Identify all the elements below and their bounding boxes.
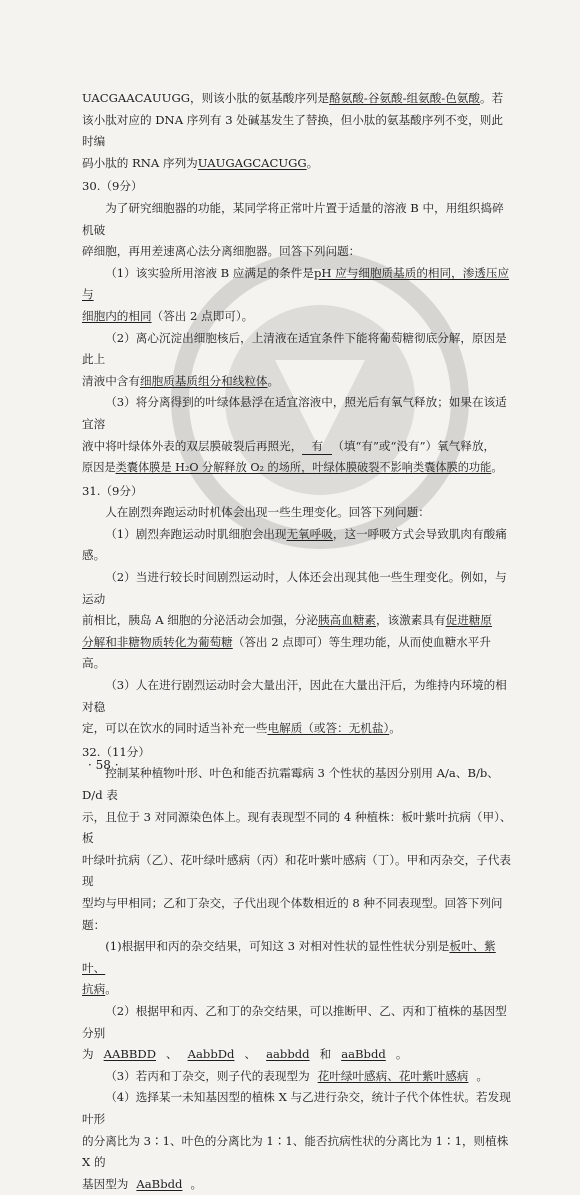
top-line-1 [82, 88, 514, 110]
q31-part-1 [82, 524, 514, 567]
text: 人在剧烈奔跑运动时机体会出现一些生理变化。回答下列问题： [105, 505, 430, 520]
answer: 板叶、紫叶、 [82, 939, 496, 975]
q32-intro-1 [82, 763, 514, 806]
text: 。 [491, 461, 503, 475]
answer: 有 [302, 438, 332, 455]
q30-part-2 [82, 328, 514, 371]
answer: 细胞质基质组分和线粒体 [139, 373, 268, 388]
q32-part-4 [82, 1087, 514, 1130]
page-number: · 58 · [88, 758, 119, 772]
text: （3）将分离得到的叶绿体悬浮在适宜溶液中，照光后有氧气释放；如果在该适宜溶 [82, 395, 507, 431]
question-32-heading: 32.（11分） [82, 744, 150, 759]
text: 清液中含有 [82, 373, 140, 388]
text: 型均与甲相同；乙和丁杂交，子代出现个体数相近的 8 种不同表现型。回答下列问题： [82, 895, 503, 932]
q32-intro-2 [82, 807, 514, 850]
answer: 无氧呼吸 [286, 526, 333, 541]
q30-part-3-cont-2 [82, 457, 514, 479]
q30-part-3-cont [82, 436, 514, 458]
top-line-3 [82, 153, 514, 175]
q32-part-4-cont [82, 1131, 514, 1174]
text: (1)根据甲和丙的杂交结果，可知这 3 对相对性状的显性性状分别是 [105, 939, 450, 954]
text: 液中将叶绿体外表的双层膜破裂后再照光， [82, 438, 303, 453]
answer: 酪氨酸-谷氨酸-组氨酸-色氨酸 [329, 91, 480, 105]
q32-part-2-cont [82, 1044, 514, 1066]
text: 、 [166, 1047, 178, 1062]
text: 。 [389, 721, 401, 736]
text: 碎细胞，再用差速离心法分离细胞器。回答下列问题： [82, 244, 361, 259]
text: UACGAACAUUGG，则该小肽的氨基酸序列是 [82, 91, 330, 105]
text: ，该激素具有 [376, 613, 446, 628]
text: 码小肽的 RNA 序列为 [82, 155, 198, 170]
answer: 细胞内的相同 [82, 308, 152, 323]
answer: 花叶绿叶感病、花叶紫叶感病 [317, 1068, 469, 1083]
q32-part-1 [82, 936, 514, 979]
answer: aabbdd [266, 1047, 310, 1062]
q30-part-1-cont [82, 306, 514, 328]
text: 。 [476, 1068, 489, 1083]
q31-part-2 [82, 567, 514, 610]
text: ，这一呼吸方式会导致肌肉有酸痛感。 [82, 526, 507, 563]
answer: 胰高血糖素 [318, 613, 377, 628]
text: 示，且位于 3 对同源染色体上。现有表现型不同的 4 种植株：板叶紫叶抗病（甲）、板 [82, 809, 512, 846]
q31-intro [82, 502, 514, 524]
question-31-heading: 31.（9分） [82, 483, 143, 498]
text: 基因型为 [82, 1176, 129, 1191]
answer: 促进糖原 [445, 613, 492, 628]
text: （答出 2 点即可）等生理功能，从而使血糖水平升高。 [82, 634, 491, 671]
answer: 抗病 [82, 982, 106, 997]
text: （答出 2 点即可）。 [151, 308, 254, 323]
q32-part-3 [82, 1066, 514, 1088]
q30-part-3 [82, 392, 514, 435]
answer: AabbDd [187, 1047, 235, 1062]
text: 和 [319, 1047, 332, 1062]
text: （3）人在进行剧烈运动时会大量出汗，因此在大量出汗后，为维持内环境的相对稳 [82, 678, 507, 714]
answer: pH 应与细胞质基质的相同，渗透压应与 [82, 265, 510, 302]
answer: 电解质（或答：无机盐） [267, 721, 390, 736]
text: 。 [190, 1176, 203, 1191]
answer: UAUGAGCACUGG [197, 155, 307, 170]
text: （1）剧烈奔跑运动时肌细胞会出现 [105, 526, 287, 541]
text: 原因是 [82, 461, 116, 475]
top-line-2 [82, 110, 514, 153]
text: （3）若丙和丁杂交，则子代的表现型为 [105, 1068, 310, 1083]
text: 前相比，胰岛 A 细胞的分泌活动会加强，分泌 [82, 613, 319, 628]
text: （填“有”或“没有”）氧气释放， [332, 438, 496, 453]
q31-part-2-cont-2 [82, 632, 514, 675]
q32-part-1-cont [82, 979, 514, 1001]
text: 、 [244, 1047, 257, 1062]
text: 。 [105, 982, 117, 997]
text: 为了研究细胞器的功能，某同学将正常叶片置于适量的溶液 B 中，用组织捣碎机破 [82, 200, 504, 237]
text: 的分离比为 3∶1、叶色的分离比为 1∶1、能否抗病性状的分离比为 1∶1，则植株 X 的 [82, 1133, 509, 1170]
q30-intro-2 [82, 241, 514, 263]
text: 为 [82, 1047, 94, 1062]
q32-intro-4 [82, 893, 514, 936]
answer: AABBDD [103, 1047, 156, 1062]
q30-intro [82, 198, 514, 241]
text: 叶绿叶抗病（乙）、花叶绿叶感病（丙）和花叶紫叶感病（丁）。甲和丙杂交，子代表现 [82, 852, 511, 889]
q31-part-3-cont [82, 718, 514, 740]
answer: aaBbdd [341, 1047, 386, 1062]
text: 。 [395, 1047, 408, 1062]
text: 。若 [480, 91, 504, 105]
text: 控制某种植物叶形、叶色和能否抗霜霉病 3 个性状的基因分别用 A/a、B/b、D/d 表 [82, 766, 499, 802]
text: （2）离心沉淀出细胞核后，上清液在适宜条件下能将葡萄糖彻底分解，原因是此上 [82, 330, 507, 367]
text: （2）当进行较长时间剧烈运动时，人体还会出现其他一些生理变化。例如，与运动 [82, 570, 507, 606]
q32-intro-3 [82, 850, 514, 893]
text: 。 [267, 373, 280, 388]
question-30-heading: 30.（9分） [82, 179, 143, 194]
q31-part-3 [82, 675, 514, 718]
text: 。 [306, 155, 319, 170]
text: 该小肽对应的 DNA 序列有 3 处碱基发生了替换，但小肽的氨基酸序列不变，则此时编 [82, 112, 503, 149]
q30-part-1 [82, 263, 514, 306]
q32-part-2 [82, 1001, 514, 1044]
text: 定，可以在饮水的同时适当补充一些 [82, 721, 268, 736]
text: （1）该实验所用溶液 B 应满足的条件是 [105, 265, 314, 280]
q30-part-2-cont [82, 371, 514, 393]
answer-content [82, 88, 514, 1195]
answer: 分解和非糖物质转化为葡萄糖 [82, 634, 233, 649]
q32-part-4-cont-2 [82, 1174, 514, 1195]
text: （2）根据甲和丙、乙和丁的杂交结果，可以推断甲、乙、丙和丁植株的基因型分别 [82, 1003, 507, 1040]
q31-part-2-cont [82, 610, 514, 632]
answer: 类囊体膜是 H₂O 分解释放 O₂ 的场所，叶绿体膜破裂不影响类囊体膜的功能 [115, 461, 492, 475]
answer: AaBbdd [136, 1176, 183, 1191]
text: （4）选择某一未知基因型的植株 X 与乙进行杂交，统计子代个体性状。若发现叶形 [82, 1090, 511, 1126]
